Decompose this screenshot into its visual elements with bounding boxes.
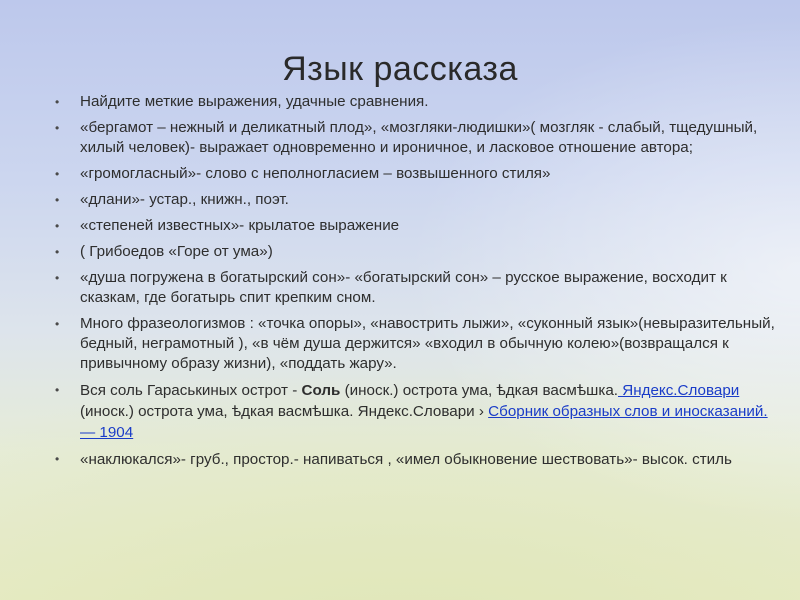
bullet-item (55, 380, 775, 443)
bullet-text: «степеней известных»- крылатое выражение (80, 217, 400, 234)
bullet-item (55, 314, 775, 374)
bullet-icon: • (55, 219, 60, 233)
bullet-item (55, 242, 775, 262)
bullet-item (55, 118, 775, 158)
bullet-text-part: Вся соль Гараськиных острот - (80, 382, 302, 399)
bullet-icon: • (55, 452, 60, 466)
bullet-text: Много фразеологизмов : «точка опоры», «навострить лыжи», «суконный язык»(невыразительный, бедный, неграмотный ), «в чём душа держится» «входил в обычную колею»(возвращался к привычному образу жизни), «поддать жару». (80, 315, 775, 372)
bullet-text: «громогласный»- слово с неполногласием – возвышенного стиля» (80, 165, 551, 182)
bullet-icon: • (55, 271, 60, 285)
bullet-icon: • (55, 245, 60, 259)
bullet-bold-word: Соль (301, 382, 341, 399)
bullet-item (55, 268, 775, 308)
bullet-text: «бергамот – нежный и деликатный плод», «мозгляки-людишки»( мозгляк - слабый, тщедушный, хилый человек)- выражает одновременно и ироничное, и ласковое отношение автора; (80, 119, 758, 156)
bullet-icon: • (55, 193, 60, 207)
bullet-item (55, 92, 775, 112)
bullet-text: «душа погружена в богатырский сон»- «богатырский сон» – русское выражение, восходит к сказкам, где богатырь спит крепким сном. (80, 269, 727, 306)
bullet-text-part: (иноск.) острота ума, ѣдкая васмѣшка. Яндекс.Словари › (80, 403, 489, 420)
bullet-item (55, 190, 775, 210)
bullet-text-part: (иноск.) острота ума, ѣдкая васмѣшка. (340, 382, 619, 399)
bullet-list (55, 92, 775, 476)
bullet-text: «наклюкался»- груб., простор.- напиваться , «имел обыкновение шествовать»- высок. стиль (80, 451, 732, 468)
slide-title: Язык рассказа (282, 50, 518, 88)
yandex-slovari-link[interactable]: Яндекс.Словари (618, 382, 740, 399)
bullet-icon: • (55, 167, 60, 181)
sbornik-link[interactable]: Сборник образных слов и иносказаний. — 1904 (80, 403, 768, 441)
bullet-item (55, 164, 775, 184)
bullet-text: «длани»- устар., книжн., поэт. (80, 191, 289, 208)
bullet-text: Найдите меткие выражения, удачные сравнения. (80, 93, 429, 110)
bullet-icon: • (55, 95, 60, 109)
bullet-text: ( Грибоедов «Горе от ума») (80, 243, 273, 260)
bullet-icon: • (55, 121, 60, 135)
bullet-item (55, 449, 775, 470)
bullet-icon: • (55, 317, 60, 331)
bullet-item (55, 216, 775, 236)
bullet-icon: • (55, 383, 60, 397)
